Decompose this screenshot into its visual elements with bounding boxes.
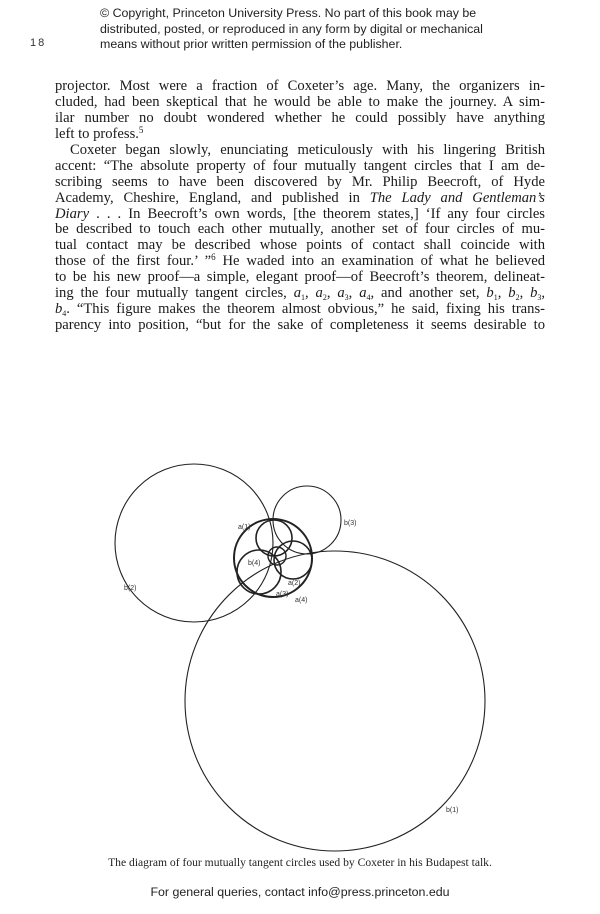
copyright-notice-line-1: © Copyright, Princeton University Press. No part of this book may be <box>100 6 477 20</box>
label-b2: b(2) <box>124 585 137 592</box>
text-run: parency into position, “but for the sake of completeness it seems desirable to <box>55 317 545 334</box>
text-run: accent: “The absolute property of four mutually tangent circles that I am de- <box>55 157 545 174</box>
page-number: 18 <box>30 37 47 49</box>
text-run: , <box>541 285 546 302</box>
copyright-notice-line-2: distributed, posted, or reproduced in any form by digital or mechanical <box>100 21 483 36</box>
text-run: to be his new proof—a simple, elegant proof—of Beecroft’s theorem, delineat- <box>55 269 545 286</box>
label-b1: b(1) <box>446 807 459 814</box>
text-run: tual contact may be described whose points of contact shall coincide with <box>55 237 545 254</box>
figure-caption: The diagram of four mutually tangent circles used by Coxeter in his Budapest talk. <box>108 856 492 869</box>
text-run: Coxeter began slowly, enunciating meticulously with his lingering British <box>70 141 545 158</box>
subscript: 2 <box>515 293 520 303</box>
text-run: , <box>304 285 316 302</box>
italic-text: Diary <box>55 205 90 222</box>
italic-text: b <box>486 285 494 302</box>
text-run: those of the first four.’ ” <box>55 253 212 270</box>
italic-text: The Lady and Gentleman’s <box>369 189 545 206</box>
label-b4: b(4) <box>248 560 261 567</box>
subscript: 3 <box>537 293 542 303</box>
text-run: projector. Most were a fraction of Coxeter’s age. Many, the organizers in- <box>55 78 545 94</box>
circle-b2 <box>115 464 273 622</box>
footnote-ref: 6 <box>211 252 216 263</box>
text-run: scribing seems to have been discovered by Mr. Philip Beecroft, of Hyde <box>55 173 545 190</box>
label-b3: b(3) <box>344 520 357 527</box>
text-run: , and another set, <box>370 285 487 302</box>
subscript: 3 <box>344 293 349 303</box>
italic-text: b <box>530 285 538 302</box>
text-run: , <box>519 285 531 302</box>
italic-text: b <box>55 301 63 318</box>
copyright-notice-line-3: means without prior written permission of the publisher. <box>100 37 403 51</box>
subscript: 2 <box>322 293 327 303</box>
italic-text: a <box>315 285 323 302</box>
label-a4: a(4) <box>295 597 308 604</box>
footer-contact: For general queries, contact info@press.princeton.edu <box>150 885 450 899</box>
subscript: 1 <box>300 293 305 303</box>
italic-text: b <box>508 285 516 302</box>
label-a2: a(2) <box>288 580 301 587</box>
text-run: . . . In Beecroft’s own words, [the theorem states,] ‘If any four circles <box>89 205 545 222</box>
text-run: , <box>348 285 360 302</box>
text-run: cluded, had been skeptical that he would be able to make the journey. A sim- <box>55 93 545 110</box>
text-run: . “This figure makes the theorem almost obvious,” he said, fixing his trans- <box>66 301 545 318</box>
text-run: Academy, Cheshire, England, and published in <box>55 189 370 206</box>
label-a3: a(3) <box>276 591 289 598</box>
label-a1: a(1) <box>238 524 251 531</box>
circle-b1 <box>185 551 485 851</box>
italic-text: a <box>293 285 301 302</box>
text-run: He waded into an examination of what he believed <box>215 253 545 270</box>
text-run: , <box>326 285 338 302</box>
subscript: 4 <box>62 309 67 319</box>
text-run: ing the four mutually tangent circles, <box>55 285 294 302</box>
text-run: be described to touch each other mutually, another set of four circles of mu- <box>55 221 545 238</box>
footnote-ref: 5 <box>138 124 144 135</box>
italic-text: a <box>337 285 345 302</box>
text-run: , <box>497 285 509 302</box>
subscript: 4 <box>366 293 371 303</box>
text-run: ilar number no doubt wondered whether he could possibly have anything <box>55 109 545 126</box>
text-run: left to profess. <box>55 125 139 142</box>
italic-text: a <box>359 285 367 302</box>
subscript: 1 <box>493 293 498 303</box>
